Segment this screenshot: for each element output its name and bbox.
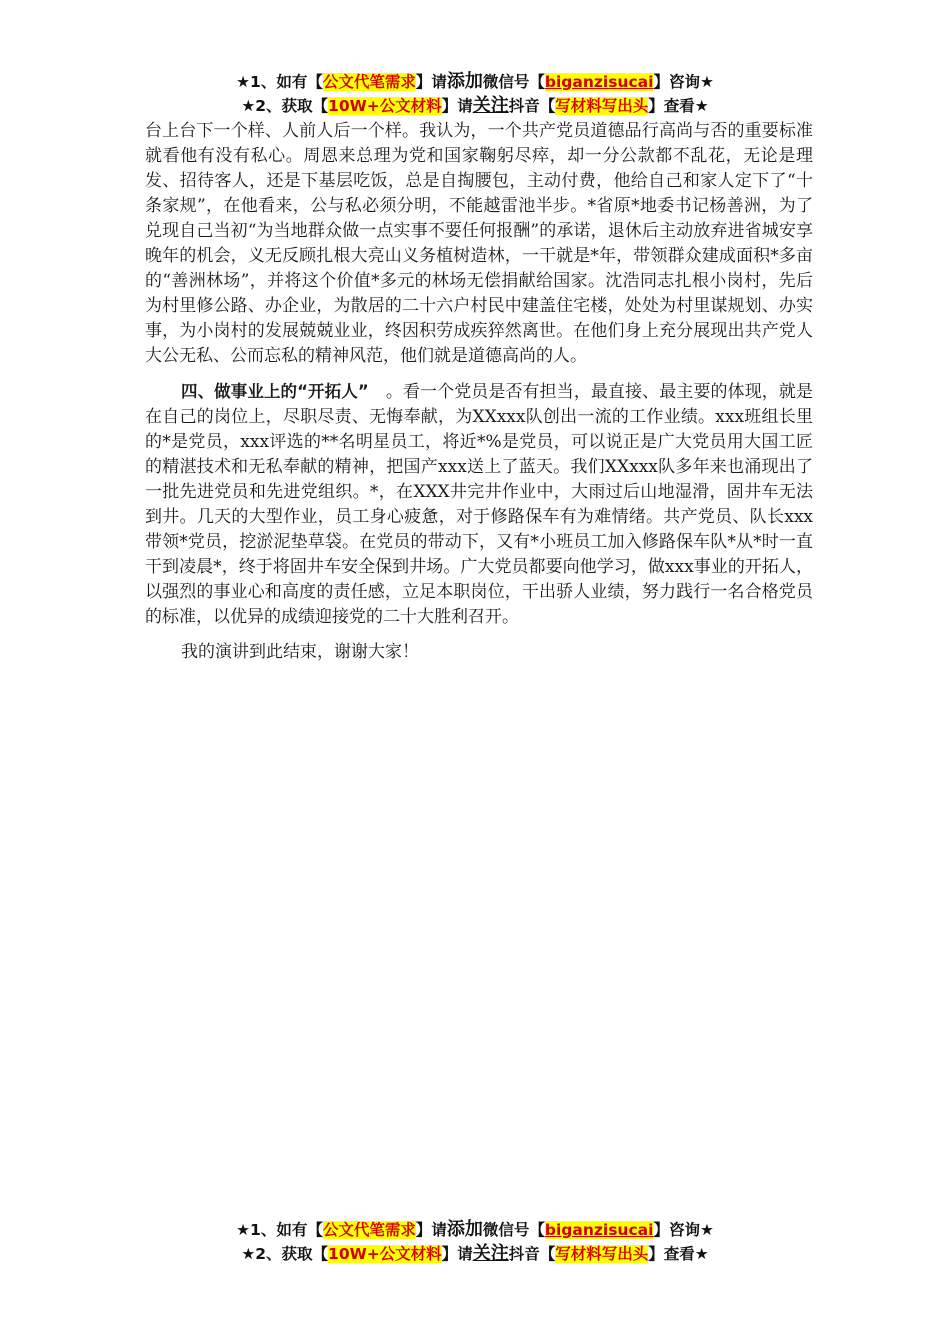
banner-emphasis: 添加: [446, 71, 483, 92]
banner-highlight-materials: 10W+公文材料: [328, 97, 442, 115]
banner-highlight-materials: 10W+公文材料: [328, 1245, 442, 1263]
paragraph-pioneer: [145, 379, 813, 630]
banner-text: 抖音【: [508, 97, 556, 115]
paragraph-pioneer-text: 。看一个党员是否有担当，最直接、最主要的体现，就是在自己的岗位上，尽职尽责、无悔奉献，为XXxxx队创出一流的工作业绩。xxx班组长里的*是党员，xxx评选的**名明星员工，将近*%是党员，可以说正是广大党员用大国工匠的精湛技术和无私奉献的精神，把国产xxx送上了蓝天。我们XXxxx队多年来也涌现出了一批先进党员和先进党组织。*，在XXX井完井作业中，大雨过后山地湿滑，固井车无法到井。几天的大型作业，员工身心疲惫，对于修路保车有为难情绪。共产党员、队长xxx带领*党员，挖淤泥垫草袋。在党员的带动下，又有*小班员工加入修路保车队*从*时一直干到凌晨*，终于将固井车安全保到井场。广大党员都要向他学习，做xxx事业的开拓人，以强烈的事业心和高度的责任感，立足本职岗位，干出骄人业绩，努力践行一名合格党员的标准，以优异的成绩迎接党的二十大胜利召开。: [145, 382, 813, 627]
banner-emphasis: 关注: [472, 1243, 509, 1264]
header-banner: [0, 70, 950, 118]
banner-text: 】咨询★: [653, 73, 714, 91]
banner-text: 抖音【: [508, 1245, 556, 1263]
banner-text: ★1、如有【: [236, 1221, 323, 1239]
banner-text: ★2、获取【: [241, 1245, 329, 1263]
document-body: [145, 119, 813, 665]
footer-banner: [0, 1218, 950, 1266]
section-heading-4: 四、做事业上的“开拓人”: [181, 382, 369, 401]
banner-wechat-id: biganzisucai: [544, 1221, 654, 1239]
banner-highlight-service: 公文代笔需求: [322, 73, 416, 91]
banner-text: 】查看★: [648, 1245, 709, 1263]
banner-text: ★2、获取【: [241, 97, 329, 115]
banner-text: 】查看★: [648, 97, 709, 115]
banner-text: 微信号【: [482, 73, 545, 91]
closing-remark: 我的演讲到此结束，谢谢大家！: [181, 642, 419, 662]
banner-line-2: [0, 1242, 950, 1266]
banner-douyin-account: 写材料写出头: [555, 97, 649, 115]
banner-emphasis: 添加: [446, 1219, 483, 1240]
banner-text: 】请: [441, 97, 473, 115]
banner-text: 微信号【: [482, 1221, 545, 1239]
banner-douyin-account: 写材料写出头: [555, 1245, 649, 1263]
banner-text: ★1、如有【: [236, 73, 323, 91]
banner-line-1: [0, 70, 950, 94]
banner-line-1: [0, 1218, 950, 1242]
banner-highlight-service: 公文代笔需求: [322, 1221, 416, 1239]
banner-wechat-id: biganzisucai: [544, 73, 654, 91]
banner-line-2: [0, 94, 950, 118]
banner-text: 】咨询★: [653, 1221, 714, 1239]
paragraph-moral-integrity: 台上台下一个样、人前人后一个样。我认为，一个共产党员道德品行高尚与否的重要标准就看他有没有私心。周恩来总理为党和国家鞠躬尽瘁，却一分公款都不乱花，无论是理发、招待客人，还是下基层吃饭，总是自掏腰包，主动付费，他给自己和家人定下了“十条家规”，在他看来，公与私必须分明，不能越雷池半步。*省原*地委书记杨善洲，为了兑现自己当初“为当地群众做一点实事不要任何报酬”的承诺，退休后主动放弃进省城安享晚年的机会，义无反顾扎根大亮山义务植树造林，一干就是*年，带领群众建成面积*多亩的“善洲林场”，并将这个价值*多元的林场无偿捐献给国家。沈浩同志扎根小岗村，先后为村里修公路、办企业，为散居的二十六户村民中建盖住宅楼，处处为村里谋规划、办实事，为小岗村的发展兢兢业业，终因积劳成疾猝然离世。在他们身上充分展现出共产党人大公无私、公而忘私的精神风范，他们就是道德高尚的人。: [145, 121, 813, 366]
banner-text: 】请: [415, 73, 447, 91]
banner-emphasis: 关注: [472, 95, 509, 116]
banner-text: 】请: [415, 1221, 447, 1239]
banner-text: 】请: [441, 1245, 473, 1263]
